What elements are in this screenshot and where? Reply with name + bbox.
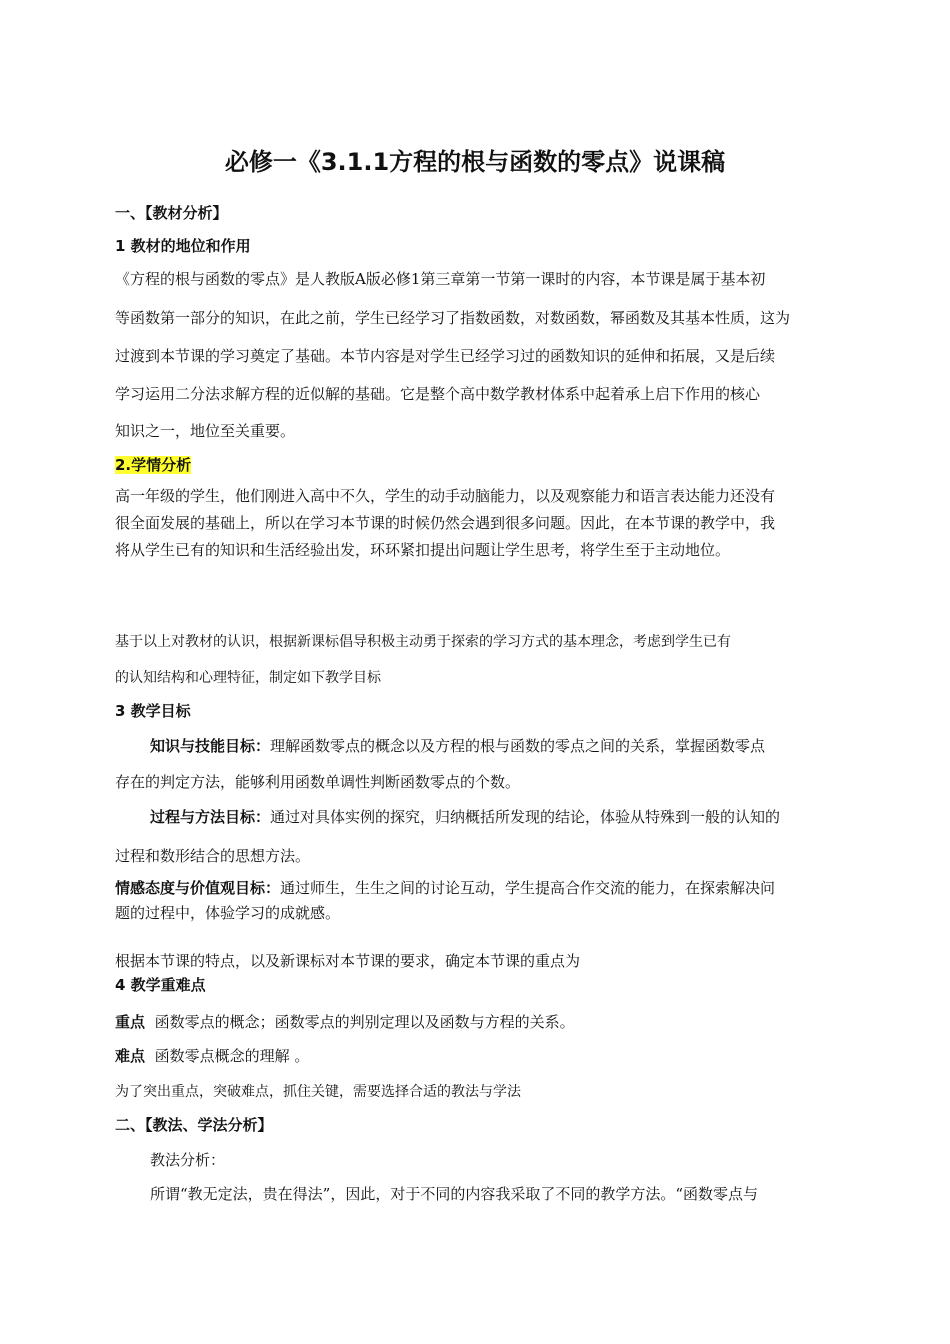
subsection-heading-1-3: 3 教学目标: [115, 702, 191, 720]
paragraph-line: 等函数第一部分的知识，在此之前，学生已经学习了指数函数，对数函数，幂函数及其基本性质，这为: [115, 309, 791, 327]
goal-text: 通过对具体实例的探究，归纳概括所发现的结论，体验从特殊到一般的认知的: [270, 808, 781, 826]
goal-label: 情感态度与价值观目标：: [115, 879, 281, 897]
paragraph-line: 知识之一，地位至关重要。: [115, 422, 296, 440]
paragraph-line: 过程和数形结合的思想方法。: [115, 847, 311, 865]
paragraph-line: 题的过程中，体验学习的成就感。: [115, 904, 341, 922]
key-point: [115, 1012, 575, 1032]
goal-process: [150, 807, 780, 827]
paragraph-line: 存在的判定方法，能够利用函数单调性判断函数零点的个数。: [115, 773, 521, 791]
goal-text: 理解函数零点的概念以及方程的根与函数的零点之间的关系，掌握函数零点: [270, 737, 766, 755]
difficult-label: 难点: [115, 1047, 146, 1065]
paragraph-line: 基于以上对教材的认识，根据新课标倡导积极主动勇于探索的学习方式的基本理念，考虑到学生已有: [115, 634, 731, 650]
paragraph-line: 的认知结构和心理特征，制定如下教学目标: [115, 670, 381, 686]
subsection-heading-1-2: [115, 455, 191, 475]
subsection-heading-1-1: 1 教材的地位和作用: [115, 237, 251, 255]
key-text: 函数零点的概念；函数零点的判别定理以及函数与方程的关系。: [154, 1013, 575, 1031]
key-label: 重点: [115, 1013, 146, 1031]
section-heading-2: 二、【教法、学法分析】: [115, 1116, 273, 1134]
paragraph-line: 很全面发展的基础上，所以在学习本节课的时候仍然会遇到很多问题。因此，在本节课的教学中，我: [115, 514, 776, 532]
goal-emotion: [115, 878, 775, 898]
subsection-heading-1-4: 4 教学重难点: [115, 976, 206, 994]
goal-text: 通过师生，生生之间的讨论互动，学生提高合作交流的能力，在探索解决问: [280, 879, 776, 897]
paragraph-line: 高一年级的学生，他们刚进入高中不久，学生的动手动脑能力，以及观察能力和语言表达能力还没有: [115, 487, 776, 505]
difficult-text: 函数零点概念的理解 。: [154, 1047, 310, 1065]
paragraph-line: 将从学生已有的知识和生活经验出发，环环紧扣提出问题让学生思考，将学生至于主动地位。: [115, 541, 731, 559]
difficult-point: [115, 1046, 309, 1066]
page-title: 必修一《3.1.1方程的根与函数的零点》说课稿: [224, 148, 726, 176]
paragraph-line: 过渡到本节课的学习奠定了基础。本节内容是对学生已经学习过的函数知识的延伸和拓展，又是后续: [115, 347, 776, 365]
section-heading-1: 一、【教材分析】: [115, 204, 228, 222]
highlighted-heading: 2.学情分析: [115, 456, 192, 474]
paragraph-line: 为了突出重点，突破难点，抓住关键，需要选择合适的教法与学法: [115, 1084, 521, 1100]
paragraph-line: 学习运用二分法求解方程的近似解的基础。它是整个高中数学教材体系中起着承上启下作用的核心: [115, 385, 761, 403]
paragraph-line: 《方程的根与函数的零点》是人教版A版必修1第三章第一节第一课时的内容，本节课是属于基本初: [115, 270, 766, 288]
paragraph-line: 所谓“教无定法，贵在得法”，因此，对于不同的内容我采取了不同的教学方法。“函数零点与: [150, 1185, 759, 1203]
paragraph-line: 根据本节课的特点，以及新课标对本节课的要求，确定本节课的重点为: [115, 952, 581, 970]
subheading-teaching-method: 教法分析：: [150, 1151, 226, 1169]
goal-label: 知识与技能目标：: [150, 737, 271, 755]
goal-label: 过程与方法目标：: [150, 808, 271, 826]
goal-knowledge: [150, 736, 765, 756]
